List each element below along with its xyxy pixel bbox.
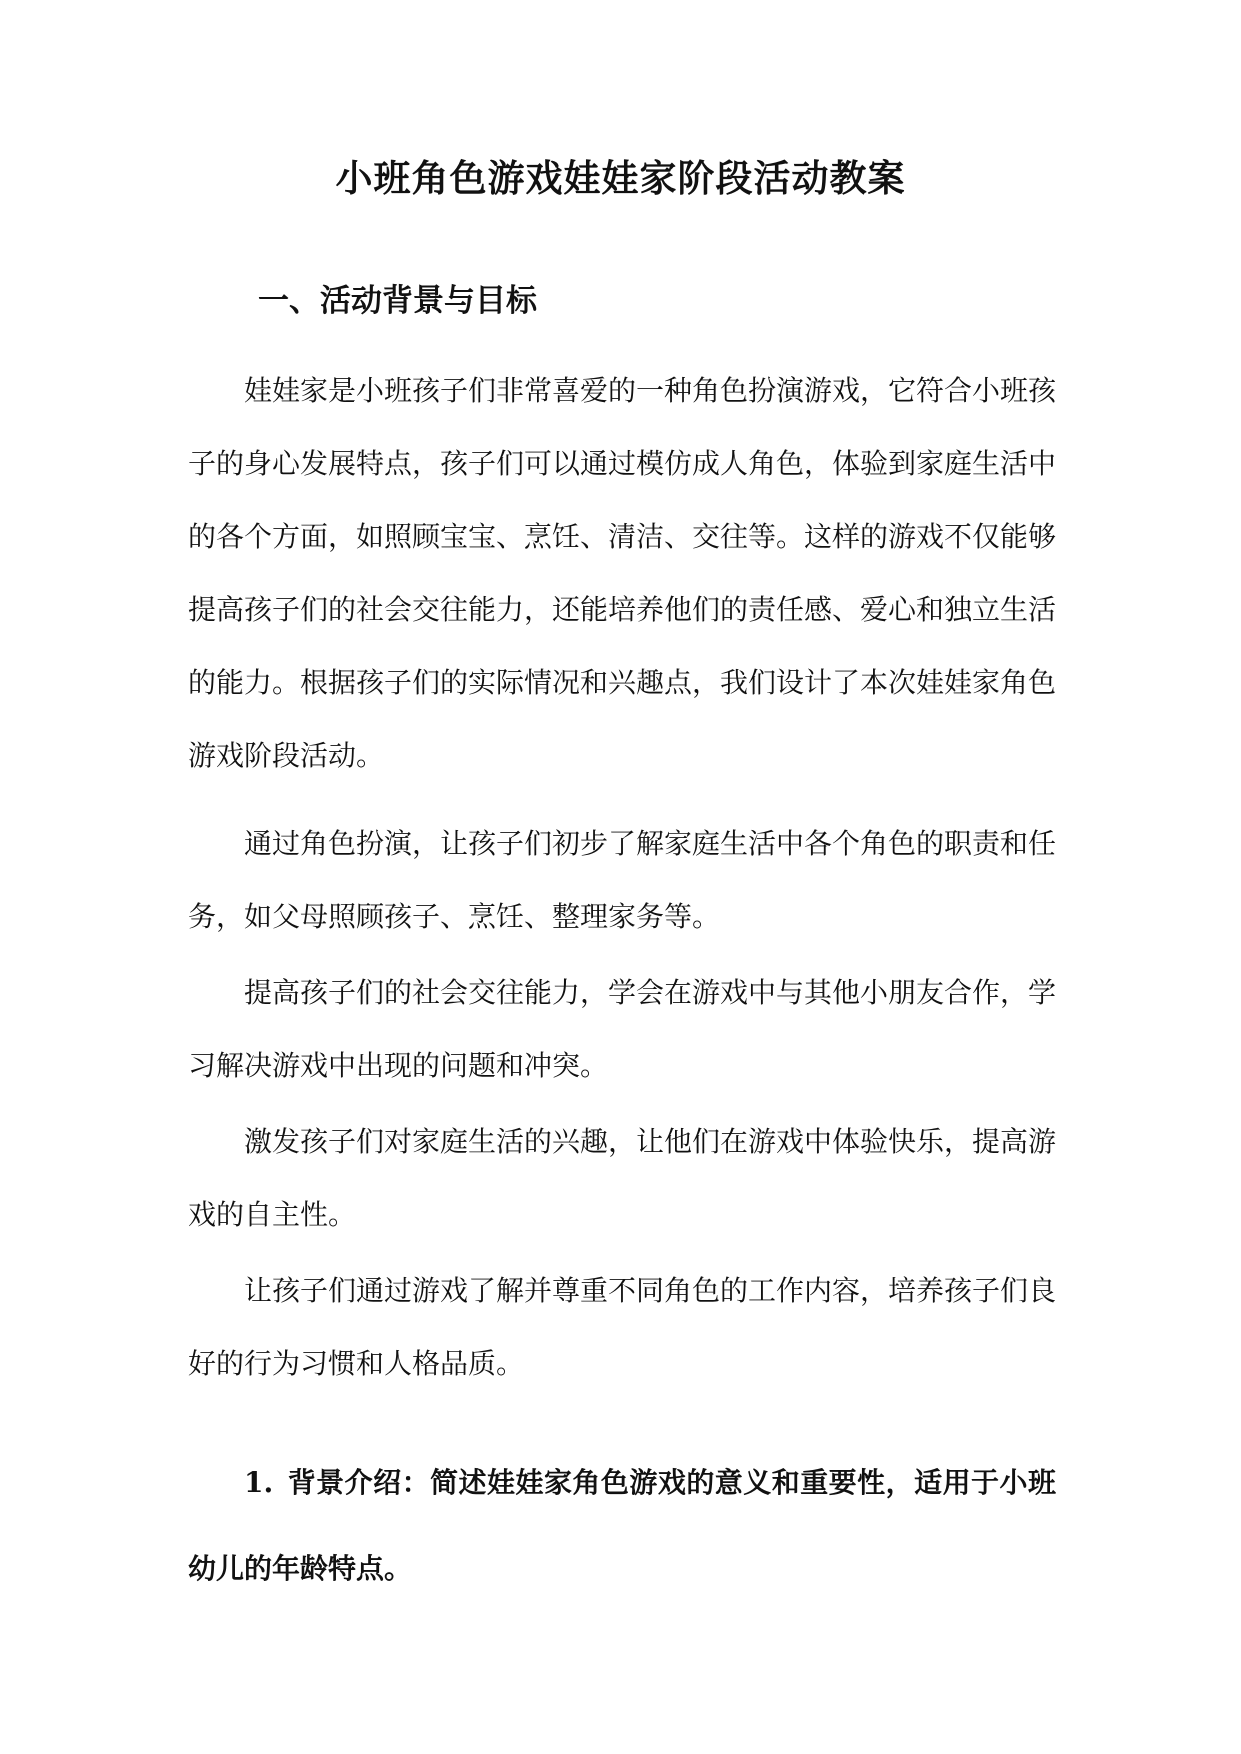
section-heading: 一、活动背景与目标 xyxy=(258,283,537,319)
paragraph-goal-social: 提高孩子们的社会交往能力，学会在游戏中与其他小朋友合作，学习解决游戏中出现的问题和冲突。 xyxy=(188,976,1057,1082)
paragraph-goal-roles: 通过角色扮演，让孩子们初步了解家庭生活中各个角色的职责和任务，如父母照顾孩子、烹饪、整理家务等。 xyxy=(188,827,1057,933)
document-title: 小班角色游戏娃娃家阶段活动教案 xyxy=(335,156,906,200)
item-text: 背景介绍：简述娃娃家角色游戏的意义和重要性，适用于小班幼儿的年龄特点。 xyxy=(188,1466,1056,1585)
paragraph-goal-interest: 激发孩子们对家庭生活的兴趣，让他们在游戏中体验快乐，提高游戏的自主性。 xyxy=(188,1125,1057,1231)
paragraph-background: 娃娃家是小班孩子们非常喜爱的一种角色扮演游戏，它符合小班孩子的身心发展特点，孩子们可以通过模仿成人角色，体验到家庭生活中的各个方面，如照顾宝宝、烹饪、清洁、交往等。这样的游戏不仅能够提高孩子们的社会交往能力，还能培养他们的责任感、爱心和独立生活的能力。根据孩子们的实际情况和兴趣点，我们设计了本次娃娃家角色游戏阶段活动。 xyxy=(188,374,1057,772)
item-number: 1. xyxy=(244,1466,274,1499)
paragraph-goal-respect: 让孩子们通过游戏了解并尊重不同角色的工作内容，培养孩子们良好的行为习惯和人格品质。 xyxy=(188,1274,1057,1380)
numbered-item xyxy=(188,1440,1056,1612)
